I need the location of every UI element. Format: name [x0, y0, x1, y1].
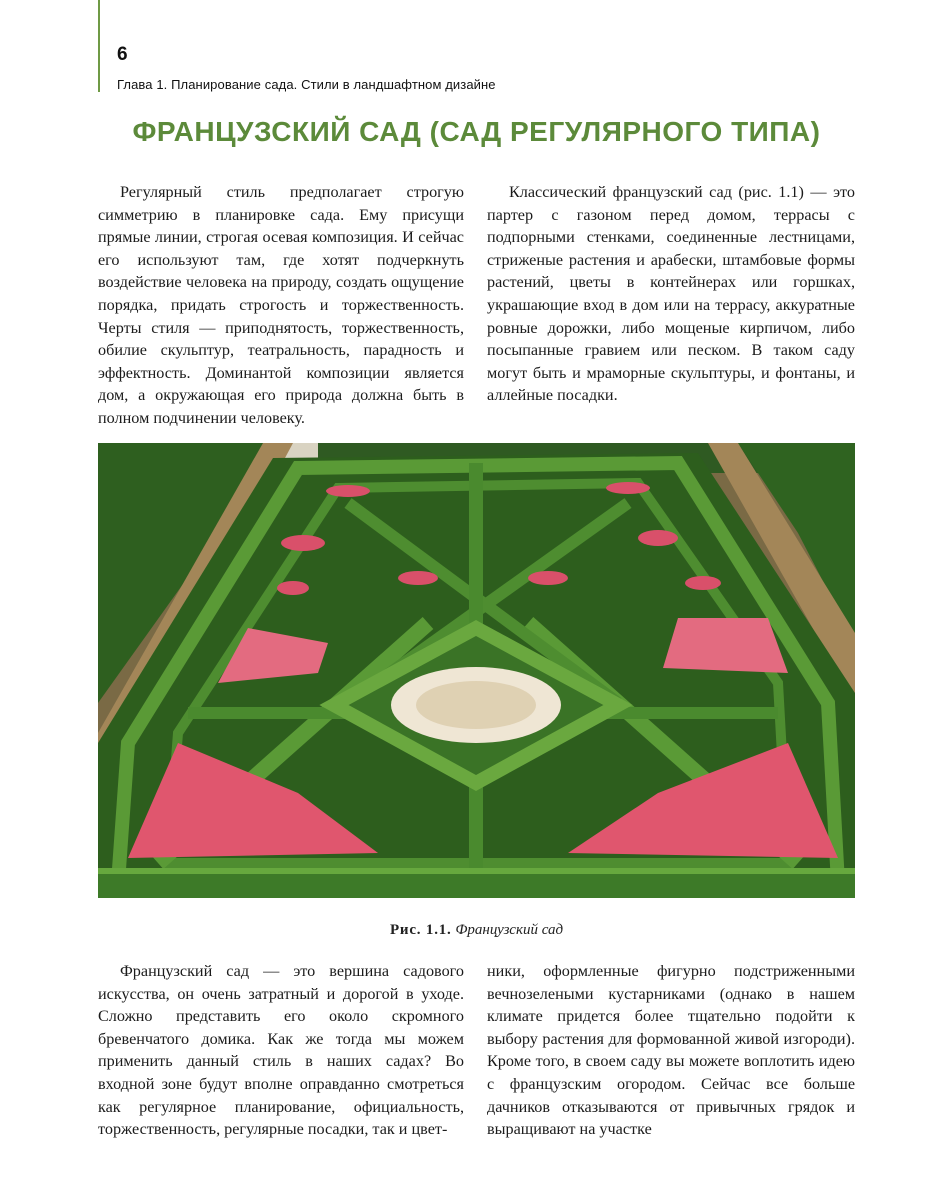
figure-caption-text: Французский сад [455, 922, 564, 938]
figure-label: Рис. 1.1. [389, 922, 452, 938]
paragraph-classic-french-garden: Классический французский сад (рис. 1.1) — это партер с газоном перед домом, террасы с подпорными стенками, соединенные лестницами, стриженые растения и арабески, штамбовые формы растений, цветы в контейнерах или горшках, украшающие вход в дом или на террасу, аккуратные ровные дорожки, либо мощеные кирпичом, либо посыпанные гравием или песком. В таком саду могут быть и мраморные скульптуры, и фонтаны, и аллейные посадки. [487, 183, 855, 405]
garden-photo [98, 443, 855, 898]
margin-rule [98, 0, 100, 92]
page-number: 6 [117, 44, 128, 65]
paragraph-french-garden-summit: Французский сад — это вершина садового искусства, он очень затратный и дорогой в уходе. Сложно представить его около скромного бревенчатого домика. Как же тогда мы можем применить данный стиль в наших садах? Во входной зоне будут вполне оправданно смотреться как регулярное планирование, официальность, торжественность, регулярные посадки, так и цвет- [98, 962, 464, 1139]
paragraph-regular-style: Регулярный стиль предполагает строгую симметрию в планировке сада. Ему присущи прямые линии, строгая осевая композиция. И сейчас его используют там, где хотят подчеркнуть воздействие человека на природу, создать ощущение порядка, придать строгость и торжественность. Черты стиля — приподнятость, торжественность, обилие скульптур, театральность, парадность и эффектность. Доминантой композиции является дом, а окружающая его природа должна быть в полном подчинении человеку. [98, 183, 464, 427]
running-header: Глава 1. Планирование сада. Стили в ландшафтном дизайне [117, 77, 496, 92]
figure-caption [98, 922, 855, 939]
section-title: ФРАНЦУЗСКИЙ САД (САД РЕГУЛЯРНОГО ТИПА) [132, 116, 821, 147]
paragraph-flowerbeds-continued: ники, оформленные фигурно подстриженными вечнозелеными кустарниками (однако в нашем климате придется более тщательно подойти к выбору растения для формованной живой изгороди). Кроме того, в своем саду вы можете воплотить идею с французским огородом. Сейчас все больше дачников отказываются от привычных грядок и выращивают на участке [487, 962, 855, 1139]
parterre-illustration [98, 443, 855, 898]
